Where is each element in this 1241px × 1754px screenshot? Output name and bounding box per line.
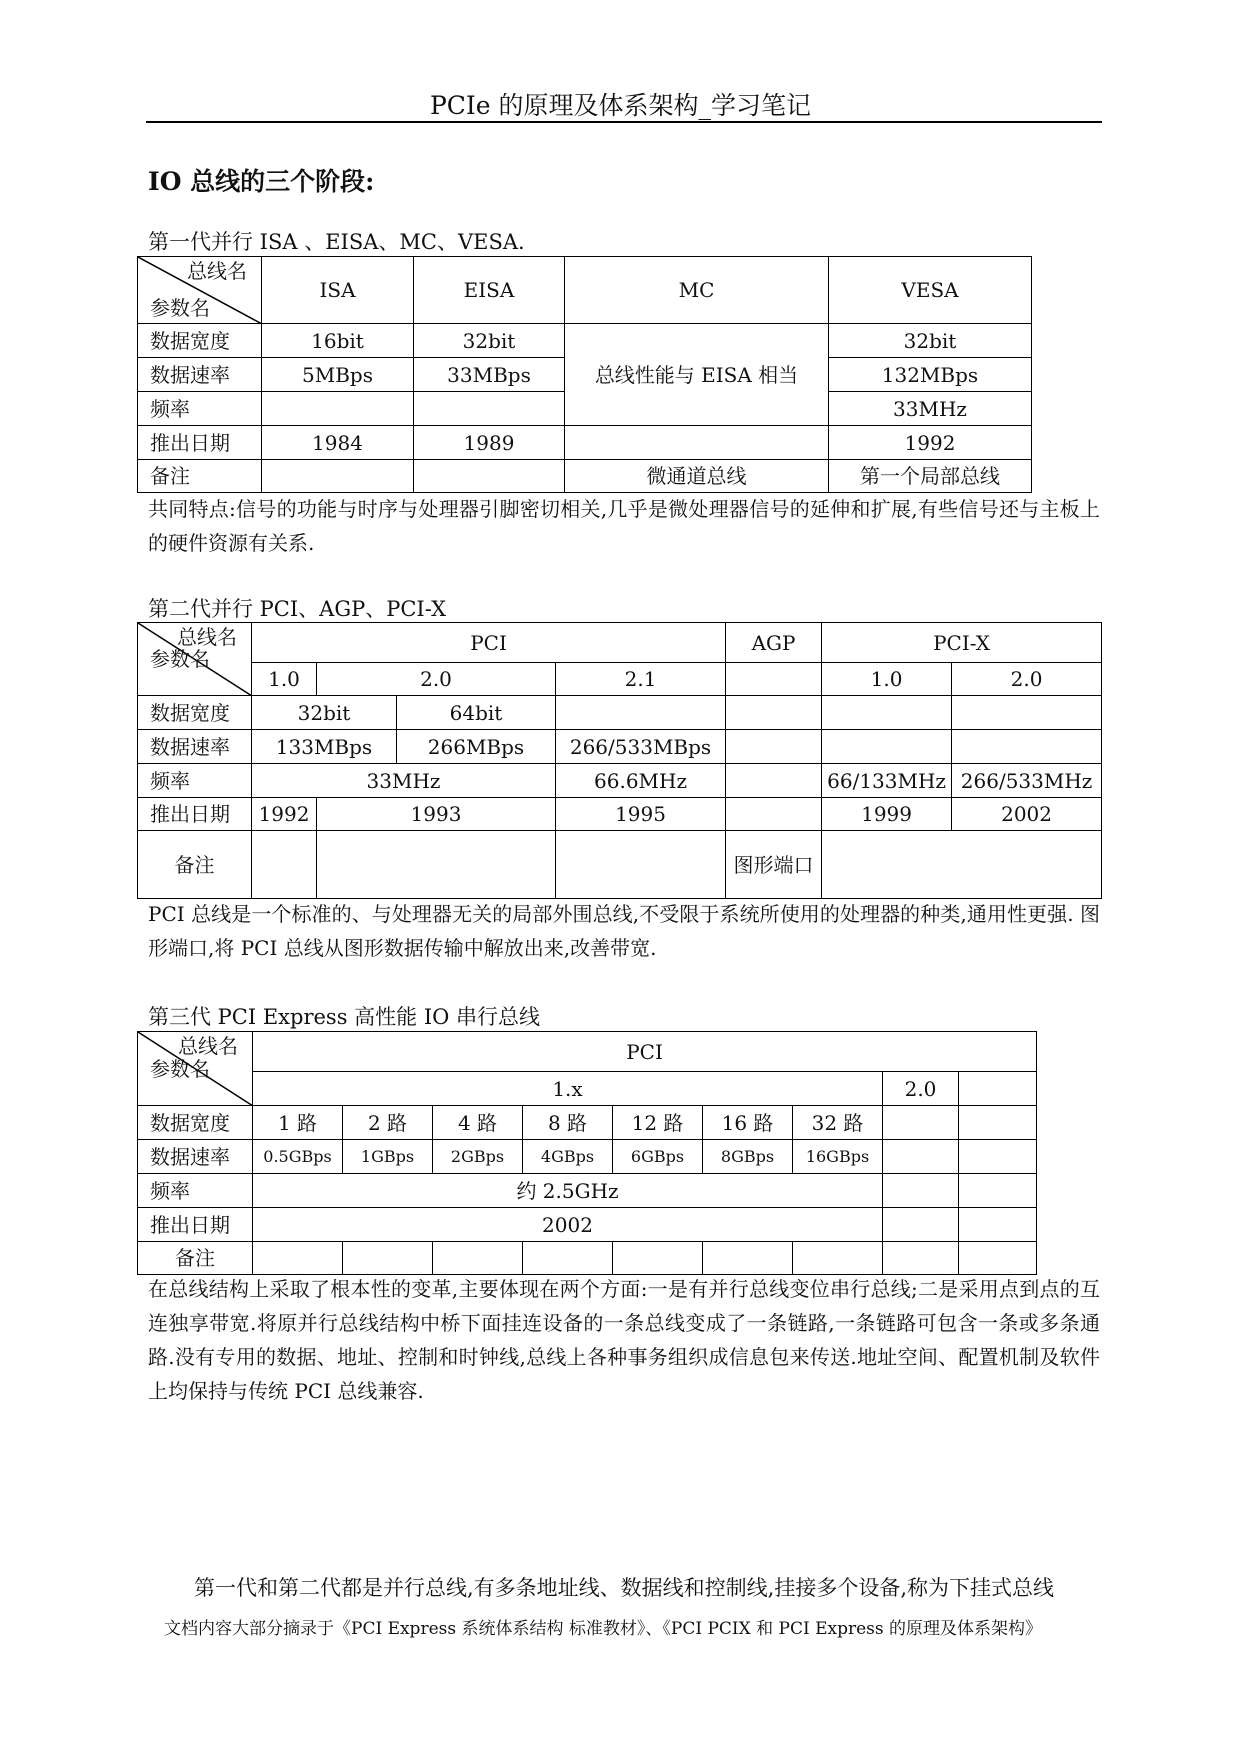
version-pci-1-0: 1.0 (252, 663, 317, 696)
note-cell (343, 1242, 433, 1275)
row-label-freq: 频率 (138, 1174, 253, 1208)
row-label-width: 数据宽度 (138, 1106, 253, 1140)
rate-cell: 2GBps (433, 1140, 523, 1174)
cell-agp-width (726, 696, 822, 730)
cell-blank-rate (959, 1140, 1037, 1174)
diag-label-bus: 总线名 (177, 625, 237, 649)
cell-pci20-date: 1993 (317, 798, 556, 831)
group-pcix: PCI-X (822, 623, 1102, 663)
cell-pcix2-freq: 266/533MHz (952, 764, 1102, 798)
row-label-date: 推出日期 (138, 798, 252, 831)
footer-source-note: 文档内容大部分摘录于《PCI Express 系统体系结构 标准教材》、《PCI PCIX 和 PCI Express 的原理及体系架构》 (164, 1619, 1043, 1639)
gen3-table (137, 1031, 1037, 1275)
rate-cell: 4GBps (523, 1140, 613, 1174)
gen3-caption: 第三代 PCI Express 高性能 IO 串行总线 (148, 1005, 541, 1029)
group-pci: PCI (252, 623, 726, 663)
cell-v2-freq (883, 1174, 959, 1208)
header-eisa: EISA (414, 257, 565, 324)
rate-cell: 1GBps (343, 1140, 433, 1174)
diag-label-param: 参数名 (150, 296, 210, 320)
gen1-caption: 第一代并行 ISA 、EISA、MC、VESA. (148, 230, 525, 254)
lane-cell: 8 路 (523, 1106, 613, 1140)
row-label-note: 备注 (138, 1242, 253, 1275)
cell-agp-date (726, 798, 822, 831)
row-label-width: 数据宽度 (138, 324, 262, 358)
version-blank (959, 1072, 1037, 1106)
cell-mc-merged: 总线性能与 EISA 相当 (565, 324, 829, 426)
row-label-freq: 频率 (138, 392, 262, 426)
cell-pci-width-64: 64bit (397, 696, 556, 730)
cell-date-merged: 2002 (253, 1208, 883, 1242)
row-label-rate: 数据速率 (138, 1140, 253, 1174)
cell-eisa-note (414, 460, 565, 493)
section-title: IO 总线的三个阶段: (148, 167, 375, 196)
version-pci-2-1: 2.1 (556, 663, 726, 696)
cell-pci20-note (317, 831, 556, 899)
diag-label-bus: 总线名 (187, 259, 247, 283)
diag-label-param: 参数名 (150, 1057, 210, 1081)
note-cell (793, 1242, 883, 1275)
group-pci: PCI (253, 1032, 1037, 1072)
cell-v2-rate (883, 1140, 959, 1174)
cell-eisa-rate: 33MBps (414, 358, 565, 392)
lane-cell: 4 路 (433, 1106, 523, 1140)
cell-agp-rate (726, 730, 822, 764)
cell-v2-date (883, 1208, 959, 1242)
cell-pci21-width (556, 696, 726, 730)
lane-cell: 2 路 (343, 1106, 433, 1140)
cell-pci10-date: 1992 (252, 798, 317, 831)
cell-pcix-note (822, 831, 1102, 899)
note-cell (613, 1242, 703, 1275)
gen2-caption: 第二代并行 PCI、AGP、PCI-X (148, 597, 447, 621)
note-cell (703, 1242, 793, 1275)
diag-label-bus: 总线名 (178, 1034, 238, 1058)
cell-isa-note (262, 460, 414, 493)
cell-pcix1-width (822, 696, 952, 730)
cell-eisa-freq (414, 392, 565, 426)
row-label-rate: 数据速率 (138, 358, 262, 392)
note-cell (883, 1242, 959, 1275)
cell-freq-merged: 约 2.5GHz (253, 1174, 883, 1208)
cell-pcix1-freq: 66/133MHz (822, 764, 952, 798)
cell-eisa-width: 32bit (414, 324, 565, 358)
version-pcix-1-0: 1.0 (822, 663, 952, 696)
version-agp (726, 663, 822, 696)
cell-vesa-width: 32bit (829, 324, 1032, 358)
cell-vesa-date: 1992 (829, 426, 1032, 460)
note-cell (523, 1242, 613, 1275)
cell-isa-date: 1984 (262, 426, 414, 460)
row-label-date: 推出日期 (138, 1208, 253, 1242)
cell-isa-width: 16bit (262, 324, 414, 358)
cell-pci10-note (252, 831, 317, 899)
diagonal-header-cell (138, 623, 252, 696)
lane-cell: 16 路 (703, 1106, 793, 1140)
cell-pci21-rate: 266/533MBps (556, 730, 726, 764)
cell-agp-freq (726, 764, 822, 798)
cell-pcix2-date: 2002 (952, 798, 1102, 831)
diagonal-header-cell (138, 1032, 253, 1106)
cell-vesa-rate: 132MBps (829, 358, 1032, 392)
header-divider (146, 121, 1102, 123)
cell-vesa-freq: 33MHz (829, 392, 1032, 426)
version-2-0: 2.0 (883, 1072, 959, 1106)
cell-blank-freq (959, 1174, 1037, 1208)
cell-mc-date (565, 426, 829, 460)
cell-v2-width (883, 1106, 959, 1140)
version-pcix-2-0: 2.0 (952, 663, 1102, 696)
cell-agp-note: 图形端口 (726, 831, 822, 899)
header-mc: MC (565, 257, 829, 324)
cell-pci-rate-133: 133MBps (252, 730, 397, 764)
lane-cell: 1 路 (253, 1106, 343, 1140)
cell-blank-width (959, 1106, 1037, 1140)
cell-pcix1-rate (822, 730, 952, 764)
rate-cell: 0.5GBps (253, 1140, 343, 1174)
group-agp: AGP (726, 623, 822, 663)
cell-vesa-note: 第一个局部总线 (829, 460, 1032, 493)
row-label-date: 推出日期 (138, 426, 262, 460)
note-cell (959, 1242, 1037, 1275)
note-cell (253, 1242, 343, 1275)
row-label-note: 备注 (138, 460, 262, 493)
rate-cell: 6GBps (613, 1140, 703, 1174)
version-pci-2-0: 2.0 (317, 663, 556, 696)
header-isa: ISA (262, 257, 414, 324)
cell-pci21-date: 1995 (556, 798, 726, 831)
cell-mc-note: 微通道总线 (565, 460, 829, 493)
version-1x: 1.x (253, 1072, 883, 1106)
footer-summary-line: 第一代和第二代都是并行总线,有多条地址线、数据线和控制线,挂接多个设备,称为下挂式总线 (194, 1576, 1055, 1600)
cell-pci-rate-266: 266MBps (397, 730, 556, 764)
row-label-freq: 频率 (138, 764, 252, 798)
gen3-summary: 在总线结构上采取了根本性的变革,主要体现在两个方面:一是有并行总线变位串行总线;二是采用点到点的互连独享带宽.将原并行总线结构中桥下面挂连设备的一条总线变成了一条链路,一条链路可包含一条或多条通路.没有专用的数据、地址、控制和时钟线,总线上各种事务组织成信息包来传送.地址空间、配置机制及软件上均保持与传统 PCI 总线兼容. (148, 1277, 1100, 1403)
header-vesa: VESA (829, 257, 1032, 324)
cell-pcix1-date: 1999 (822, 798, 952, 831)
cell-pci-freq: 33MHz (252, 764, 556, 798)
row-label-rate: 数据速率 (138, 730, 252, 764)
cell-pci21-freq: 66.6MHz (556, 764, 726, 798)
rate-cell: 8GBps (703, 1140, 793, 1174)
gen1-summary: 共同特点:信号的功能与时序与处理器引脚密切相关,几乎是微处理器信号的延伸和扩展,有些信号还与主板上的硬件资源有关系. (148, 497, 1100, 555)
rate-cell: 16GBps (793, 1140, 883, 1174)
row-label-note: 备注 (138, 831, 252, 899)
cell-isa-rate: 5MBps (262, 358, 414, 392)
cell-blank-date (959, 1208, 1037, 1242)
cell-pci21-note (556, 831, 726, 899)
diag-label-param: 参数名 (150, 647, 210, 671)
gen2-table (137, 622, 1102, 899)
cell-isa-freq (262, 392, 414, 426)
gen1-table (137, 256, 1032, 493)
diagonal-header-cell (138, 257, 262, 324)
row-label-width: 数据宽度 (138, 696, 252, 730)
gen2-summary: PCI 总线是一个标准的、与处理器无关的局部外围总线,不受限于系统所使用的处理器的种类,通用性更强. 图形端口,将 PCI 总线从图形数据传输中解放出来,改善带宽. (148, 902, 1100, 960)
page-header-title: PCIe 的原理及体系架构_学习笔记 (429, 91, 812, 120)
cell-pcix2-rate (952, 730, 1102, 764)
lane-cell: 12 路 (613, 1106, 703, 1140)
cell-pci-width-32: 32bit (252, 696, 397, 730)
note-cell (433, 1242, 523, 1275)
cell-pcix2-width (952, 696, 1102, 730)
cell-eisa-date: 1989 (414, 426, 565, 460)
lane-cell: 32 路 (793, 1106, 883, 1140)
